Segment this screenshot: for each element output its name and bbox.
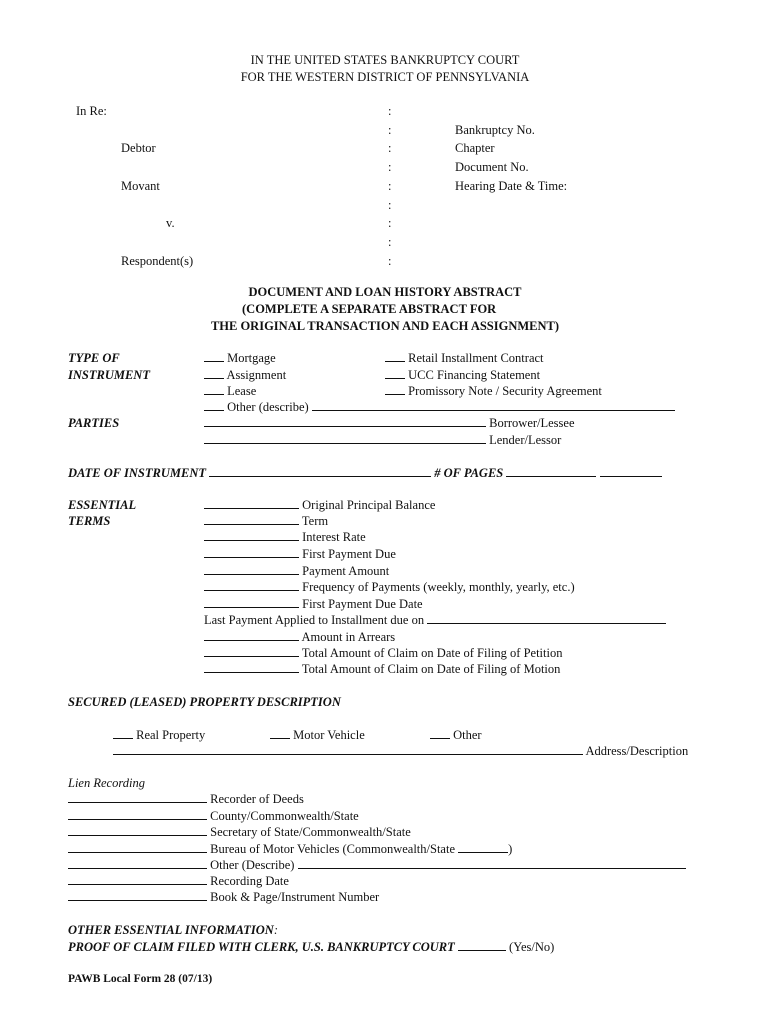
first-payment-due-label: First Payment Due — [302, 547, 396, 561]
in-re-label: In Re: — [76, 104, 107, 118]
lien-row — [68, 873, 289, 889]
address-row — [113, 743, 688, 759]
frequency-label: Frequency of Payments (weekly, monthly, yearly, etc.) — [302, 580, 575, 594]
book-page-label: Book & Page/Instrument Number — [210, 890, 380, 904]
recorder-label: Recorder of Deeds — [210, 792, 304, 806]
term-row — [204, 497, 435, 513]
payment-amount-field[interactable] — [204, 563, 299, 575]
first-payment-due-date-label: First Payment Due Date — [302, 597, 423, 611]
mortgage-option[interactable] — [204, 350, 276, 366]
mortgage-label: Mortgage — [227, 351, 276, 365]
claim-petition-label: Total Amount of Claim on Date of Filing of Petition — [301, 646, 563, 660]
caption-colon: : — [388, 179, 392, 193]
book-page-field[interactable] — [68, 889, 207, 901]
lien-row — [68, 841, 512, 857]
caption-colon: : — [388, 160, 392, 174]
other-property-option[interactable] — [430, 727, 482, 743]
other-lien-description-field[interactable] — [298, 857, 686, 869]
other-instrument-label: Other (describe) — [227, 400, 309, 414]
terms-label: ESSENTIAL — [68, 498, 137, 512]
other-info-heading-text: OTHER ESSENTIAL INFORMATION — [68, 923, 274, 937]
frequency-field[interactable] — [204, 579, 299, 591]
motor-vehicle-option[interactable] — [270, 727, 365, 743]
arrears-field[interactable] — [204, 629, 299, 641]
chapter-label: Chapter — [455, 141, 495, 155]
form-subtitle: (COMPLETE A SEPARATE ABSTRACT FOR — [242, 302, 497, 316]
court-name: IN THE UNITED STATES BANKRUPTCY COURT — [250, 53, 520, 67]
promissory-label: Promissory Note / Security Agreement — [408, 384, 602, 398]
movant-label: Movant — [121, 179, 160, 193]
interest-rate-field[interactable] — [204, 529, 299, 541]
real-property-label: Real Property — [136, 728, 206, 742]
instrument-label-2: INSTRUMENT — [68, 368, 150, 382]
arrears-label: Amount in Arrears — [301, 630, 396, 644]
yes-no-label: (Yes/No) — [509, 940, 555, 954]
form-title: DOCUMENT AND LOAN HISTORY ABSTRACT — [248, 285, 522, 299]
lease-option[interactable] — [204, 383, 256, 399]
form-subtitle-2: THE ORIGINAL TRANSACTION AND EACH ASSIGNMENT) — [210, 319, 560, 333]
term-row — [204, 529, 366, 545]
debtor-label: Debtor — [121, 141, 156, 155]
term-label: Term — [301, 514, 329, 528]
term-row — [204, 563, 389, 579]
lease-label: Lease — [227, 384, 257, 398]
term-row — [204, 513, 328, 529]
real-property-option[interactable] — [113, 727, 205, 743]
respondents-label: Respondent(s) — [121, 254, 194, 268]
last-payment-field[interactable] — [427, 612, 666, 624]
lender-field[interactable] — [204, 432, 486, 444]
lender-label: Lender/Lessor — [489, 433, 562, 447]
other-info-heading — [68, 922, 278, 938]
first-payment-due-date-field[interactable] — [204, 596, 299, 608]
lien-row — [68, 824, 411, 840]
borrower-row — [204, 415, 575, 431]
recording-date-field[interactable] — [68, 873, 207, 885]
recording-date-label: Recording Date — [210, 874, 289, 888]
term-row — [204, 661, 560, 677]
retail-label: Retail Installment Contract — [408, 351, 544, 365]
versus-label: v. — [166, 216, 175, 230]
caption-colon: : — [388, 104, 392, 118]
address-label: Address/Description — [585, 744, 689, 758]
proof-of-claim-label: PROOF OF CLAIM FILED WITH CLERK, U.S. BANKRUPTCY COURT — [68, 940, 455, 954]
instrument-label: TYPE OF — [68, 351, 120, 365]
first-payment-due-field[interactable] — [204, 546, 299, 558]
retail-option[interactable] — [385, 350, 544, 366]
term-row — [204, 645, 562, 661]
other-lien-field[interactable] — [68, 857, 207, 869]
caption-colon: : — [388, 141, 392, 155]
lien-row — [68, 889, 379, 905]
caption-colon: : — [388, 123, 392, 137]
borrower-label: Borrower/Lessee — [489, 416, 575, 430]
claim-motion-label: Total Amount of Claim on Date of Filing of Motion — [301, 662, 561, 676]
property-heading: SECURED (LEASED) PROPERTY DESCRIPTION — [68, 695, 341, 709]
court-district: FOR THE WESTERN DISTRICT OF PENNSYLVANIA — [240, 70, 530, 84]
lien-heading: Lien Recording — [68, 776, 145, 790]
assignment-label: Assignment — [226, 368, 287, 382]
original-principal-field[interactable] — [204, 497, 299, 509]
address-field[interactable] — [113, 743, 583, 755]
term-row — [204, 596, 423, 612]
term-field[interactable] — [204, 513, 299, 525]
bmv-field[interactable] — [68, 841, 207, 853]
caption-colon: : — [388, 254, 392, 268]
caption-colon: : — [388, 216, 392, 230]
term-row — [204, 546, 396, 562]
other-property-label: Other — [453, 728, 482, 742]
payment-amount-label: Payment Amount — [302, 564, 390, 578]
term-row — [204, 612, 666, 628]
date-of-instrument-label: DATE OF INSTRUMENT — [68, 466, 206, 480]
date-row — [68, 465, 662, 481]
lender-row — [204, 432, 561, 448]
form-number: PAWB Local Form 28 (07/13) — [68, 973, 213, 985]
last-payment-label: Last Payment Applied to Installment due on — [204, 613, 425, 627]
date-of-instrument-field[interactable] — [209, 465, 431, 477]
proof-row — [68, 939, 554, 955]
bmv-state-field[interactable] — [458, 841, 508, 853]
secretary-label: Secretary of State/Commonwealth/State — [210, 825, 411, 839]
motor-vehicle-label: Motor Vehicle — [293, 728, 365, 742]
lien-row — [68, 857, 686, 873]
hearing-label: Hearing Date & Time: — [455, 179, 568, 193]
other-instrument-option[interactable] — [204, 399, 675, 415]
recorder-field[interactable] — [68, 791, 207, 803]
pages-label: # OF PAGES — [434, 466, 504, 480]
pages-field-2[interactable] — [600, 465, 662, 477]
other-info-colon: : — [273, 923, 279, 937]
original-principal-label: Original Principal Balance — [302, 498, 436, 512]
interest-rate-label: Interest Rate — [302, 530, 366, 544]
bmv-close-paren: ) — [508, 842, 513, 856]
county-field[interactable] — [68, 808, 207, 820]
county-label: County/Commonwealth/State — [210, 809, 359, 823]
claim-petition-field[interactable] — [204, 645, 299, 657]
lien-row — [68, 808, 359, 824]
caption-colon: : — [388, 198, 392, 212]
term-row — [204, 629, 395, 645]
ucc-label: UCC Financing Statement — [408, 368, 541, 382]
term-row — [204, 579, 575, 595]
assignment-option[interactable] — [204, 367, 286, 383]
ucc-option[interactable] — [385, 367, 540, 383]
bmv-label: Bureau of Motor Vehicles (Commonwealth/State — [210, 842, 455, 856]
document-no-label: Document No. — [455, 160, 529, 174]
other-instrument-field[interactable] — [312, 399, 675, 411]
caption-colon: : — [388, 235, 392, 249]
terms-label-2: TERMS — [68, 514, 111, 528]
parties-label: PARTIES — [68, 416, 120, 430]
lien-row — [68, 791, 304, 807]
other-lien-label: Other (Describe) — [210, 858, 295, 872]
claim-motion-field[interactable] — [204, 661, 299, 673]
borrower-field[interactable] — [204, 415, 486, 427]
proof-of-claim-field[interactable] — [458, 939, 506, 951]
bankruptcy-no-label: Bankruptcy No. — [455, 123, 535, 137]
promissory-option[interactable] — [385, 383, 602, 399]
pages-field[interactable] — [506, 465, 596, 477]
secretary-field[interactable] — [68, 824, 207, 836]
